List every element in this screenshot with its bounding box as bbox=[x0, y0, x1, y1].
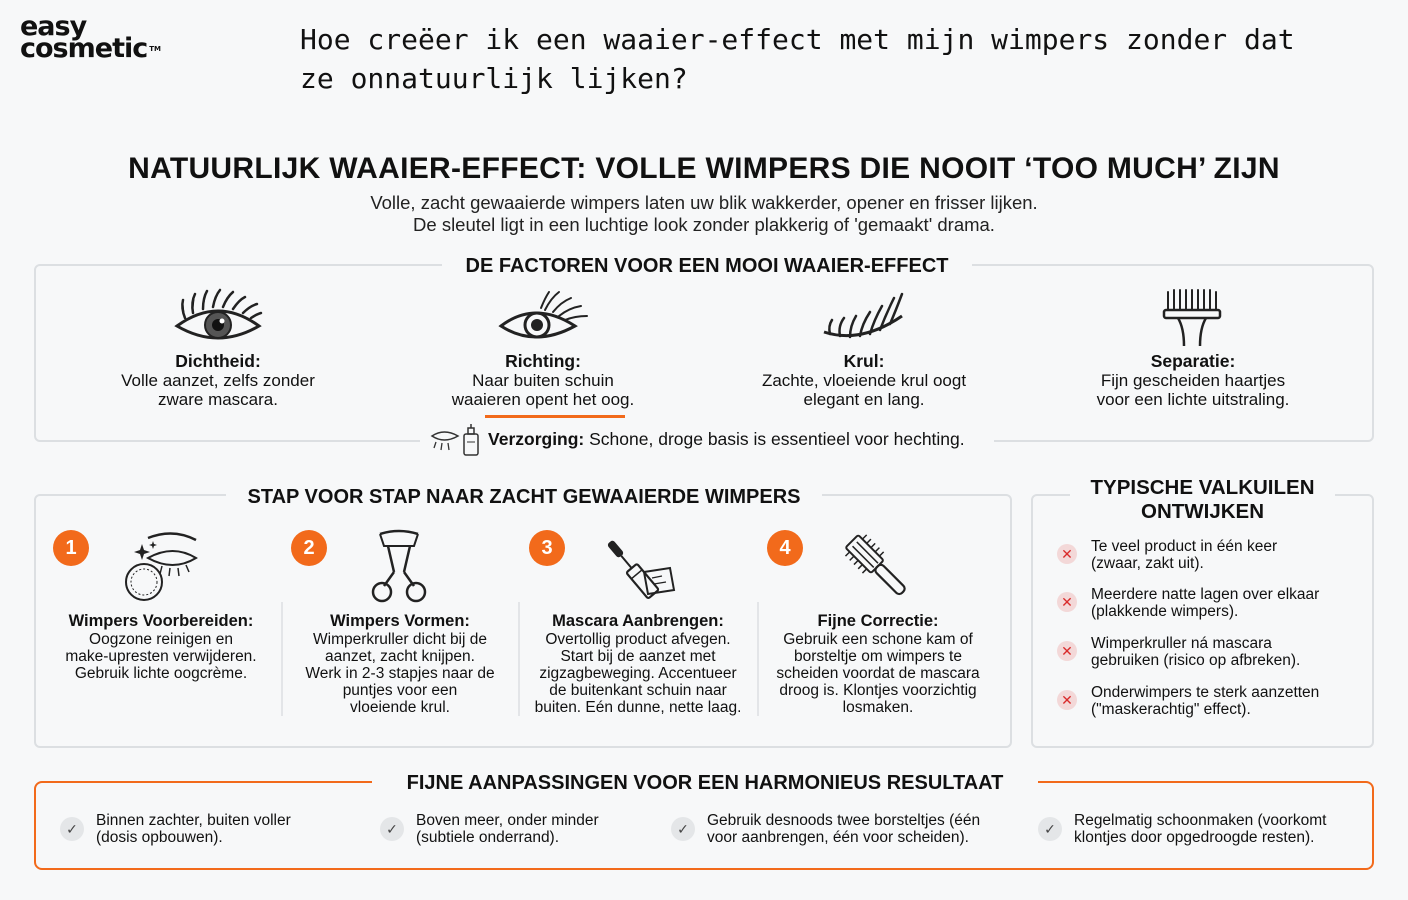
tip-3 bbox=[707, 812, 1027, 846]
trademark: TM bbox=[149, 45, 161, 53]
lash-brush-icon bbox=[838, 528, 918, 604]
factor-separation bbox=[1063, 288, 1323, 409]
care-row bbox=[420, 420, 994, 458]
factor-density-line-2: zware mascara. bbox=[158, 390, 278, 409]
step-4-line-3: scheiden voordat de mascara bbox=[776, 665, 980, 682]
pitfalls-title-line-2: ONTWIJKEN bbox=[1141, 500, 1264, 523]
step-1-line-3: Gebruik lichte oogcrème. bbox=[74, 665, 248, 682]
tip-2-line-2: (subtiele onderrand). bbox=[416, 829, 560, 846]
step-4-line-1: Gebruik een schone kam of bbox=[783, 631, 973, 648]
pitfall-2-x-icon: ✕ bbox=[1057, 592, 1077, 612]
factor-curl-line-2: elegant en lang. bbox=[803, 390, 925, 409]
step-2-line-4: puntjes voor een bbox=[342, 682, 458, 699]
step-1-text bbox=[48, 613, 274, 682]
step-divider-2 bbox=[518, 602, 520, 716]
open-eye-icon bbox=[495, 288, 591, 348]
pitfall-4 bbox=[1091, 684, 1361, 718]
factor-density-line-1: Volle aanzet, zelfs zonder bbox=[121, 371, 315, 390]
step-1-line-2: make-upresten verwijderen. bbox=[65, 648, 257, 665]
pitfall-4-line-2: ("maskerachtig" effect). bbox=[1091, 701, 1251, 718]
brand-line-1: easy bbox=[20, 11, 87, 42]
curled-lash-icon bbox=[816, 288, 912, 348]
factor-direction-line-2: waaieren opent het oog. bbox=[451, 390, 635, 409]
step-2-line-1: Wimperkruller dicht bij de bbox=[313, 631, 487, 648]
main-title: NATUURLIJK WAAIER-EFFECT: VOLLE WIMPERS DIE NOOIT ‘TOO MUCH’ ZIJN bbox=[128, 152, 1280, 185]
step-1-badge: 1 bbox=[53, 530, 89, 566]
pitfall-4-x-icon: ✕ bbox=[1057, 690, 1077, 710]
step-2-title: Wimpers Vormen: bbox=[330, 612, 470, 630]
factor-separation-line-1: Fijn gescheiden haartjes bbox=[1100, 371, 1286, 390]
care-label: Verzorging: bbox=[488, 429, 585, 449]
dense-eye-icon bbox=[173, 288, 263, 348]
subtitle-line-1: Volle, zacht gewaaierde wimpers laten uw blik wakkerder, opener en frisser lijken. bbox=[370, 192, 1038, 213]
step-2-badge: 2 bbox=[291, 530, 327, 566]
cleanser-bottle-icon bbox=[428, 422, 484, 456]
step-divider-3 bbox=[757, 602, 759, 716]
step-3-line-3: zigzagbeweging. Accentueer bbox=[539, 665, 737, 682]
step-divider-1 bbox=[281, 602, 283, 716]
step-3-line-4: de buitenkant schuin naar bbox=[549, 682, 727, 699]
tip-4-check-icon: ✓ bbox=[1038, 817, 1062, 841]
tips-title: FIJNE AANPASSINGEN VOOR EEN HARMONIEUS RESULTAAT bbox=[372, 770, 1038, 796]
lash-comb-icon bbox=[1158, 288, 1228, 348]
brand-line-2-text: cosmetic bbox=[20, 33, 148, 64]
tip-4 bbox=[1074, 812, 1364, 846]
step-1-title: Wimpers Voorbereiden: bbox=[68, 612, 254, 630]
tip-1-line-2: (dosis opbouwen). bbox=[96, 829, 223, 846]
pitfall-3-line-2: gebruiken (risico op afbreken). bbox=[1091, 652, 1301, 669]
pitfall-3 bbox=[1091, 635, 1361, 669]
lash-curler-icon bbox=[366, 528, 432, 604]
step-4-text bbox=[762, 613, 994, 716]
mascara-wand-icon bbox=[600, 528, 676, 604]
step-3-line-2: Start bij de aanzet met bbox=[560, 648, 716, 665]
step-3-badge: 3 bbox=[529, 530, 565, 566]
pitfall-2 bbox=[1091, 586, 1361, 620]
tip-1-line-1: Binnen zachter, buiten voller bbox=[96, 812, 291, 829]
step-2-line-2: aanzet, zacht knijpen. bbox=[325, 648, 475, 665]
step-2-line-5: vloeiende krul. bbox=[350, 699, 450, 716]
factor-curl-line-1: Zachte, vloeiende krul oogt bbox=[761, 371, 967, 390]
tip-2-check-icon: ✓ bbox=[380, 817, 404, 841]
step-3-text bbox=[524, 613, 752, 716]
subtitle bbox=[0, 192, 1408, 236]
factor-density-title: Dichtheid: bbox=[175, 351, 261, 371]
factor-underline bbox=[485, 415, 625, 418]
factor-direction-title: Richting: bbox=[505, 351, 581, 371]
eye-prep-icon bbox=[118, 528, 202, 604]
step-3-line-5: buiten. Eén dunne, nette laag. bbox=[534, 699, 742, 716]
pitfall-1-x-icon: ✕ bbox=[1057, 544, 1077, 564]
step-3-title: Mascara Aanbrengen: bbox=[552, 612, 724, 630]
step-3-line-1: Overtollig product afvegen. bbox=[545, 631, 731, 648]
factor-curl-title: Krul: bbox=[843, 351, 885, 371]
factor-curl bbox=[734, 288, 994, 409]
tip-4-line-1: Regelmatig schoonmaken (voorkomt bbox=[1074, 812, 1327, 829]
pitfall-1 bbox=[1091, 538, 1361, 572]
factor-density bbox=[98, 288, 338, 409]
tip-3-check-icon: ✓ bbox=[671, 817, 695, 841]
pitfall-2-line-2: (plakkende wimpers). bbox=[1091, 603, 1239, 620]
subtitle-line-2: De sleutel ligt in een luchtige look zonder plakkerig of 'gemaakt' drama. bbox=[413, 214, 995, 235]
tip-2-line-1: Boven meer, onder minder bbox=[416, 812, 599, 829]
tip-1 bbox=[96, 812, 366, 846]
factor-separation-title: Separatie: bbox=[1150, 351, 1236, 371]
step-4-line-4: droog is. Klontjes voorzichtig bbox=[779, 682, 977, 699]
tip-3-line-2: voor aanbrengen, één voor scheiden). bbox=[707, 829, 969, 846]
step-2-text bbox=[288, 613, 512, 716]
pitfall-4-line-1: Onderwimpers te sterk aanzetten bbox=[1091, 684, 1320, 701]
factors-title: DE FACTOREN VOOR EEN MOOI WAAIER-EFFECT bbox=[442, 253, 972, 279]
step-1-line-1: Oogzone reinigen en bbox=[89, 631, 233, 648]
pitfall-1-line-2: (zwaar, zakt uit). bbox=[1091, 555, 1204, 572]
pitfalls-title bbox=[1070, 476, 1335, 526]
tip-3-line-1: Gebruik desnoods twee borsteltjes (één bbox=[707, 812, 981, 829]
step-4-line-2: borsteltje om wimpers te bbox=[794, 648, 962, 665]
pitfall-3-x-icon: ✕ bbox=[1057, 641, 1077, 661]
factor-direction-line-1: Naar buiten schuin bbox=[472, 371, 614, 390]
pitfall-2-line-1: Meerdere natte lagen over elkaar bbox=[1091, 586, 1320, 603]
factor-direction bbox=[413, 288, 673, 409]
care-text bbox=[488, 429, 965, 450]
brand-logo bbox=[20, 11, 161, 64]
tip-4-line-2: klontjes door opgedroogde resten). bbox=[1074, 829, 1315, 846]
step-2-line-3: Werk in 2-3 stapjes naar de bbox=[305, 665, 495, 682]
step-4-title: Fijne Correctie: bbox=[817, 612, 939, 630]
question-heading: Hoe creëer ik een waaier-effect met mijn wimpers zonder dat ze onnatuurlijk lijken? bbox=[300, 23, 1295, 95]
steps-title: STAP VOOR STAP NAAR ZACHT GEWAAIERDE WIMPERS bbox=[226, 484, 822, 510]
pitfall-3-line-1: Wimperkruller ná mascara bbox=[1091, 635, 1272, 652]
tip-1-check-icon: ✓ bbox=[60, 817, 84, 841]
brand-line-2 bbox=[20, 33, 161, 64]
pitfalls-title-line-1: TYPISCHE VALKUILEN bbox=[1090, 476, 1315, 499]
step-4-badge: 4 bbox=[767, 530, 803, 566]
step-4-line-5: losmaken. bbox=[842, 699, 914, 716]
factor-separation-line-2: voor een lichte uitstraling. bbox=[1096, 390, 1290, 409]
pitfall-1-line-1: Te veel product in één keer bbox=[1091, 538, 1278, 555]
tip-2 bbox=[416, 812, 656, 846]
care-description: Schone, droge basis is essentieel voor hechting. bbox=[584, 429, 965, 449]
